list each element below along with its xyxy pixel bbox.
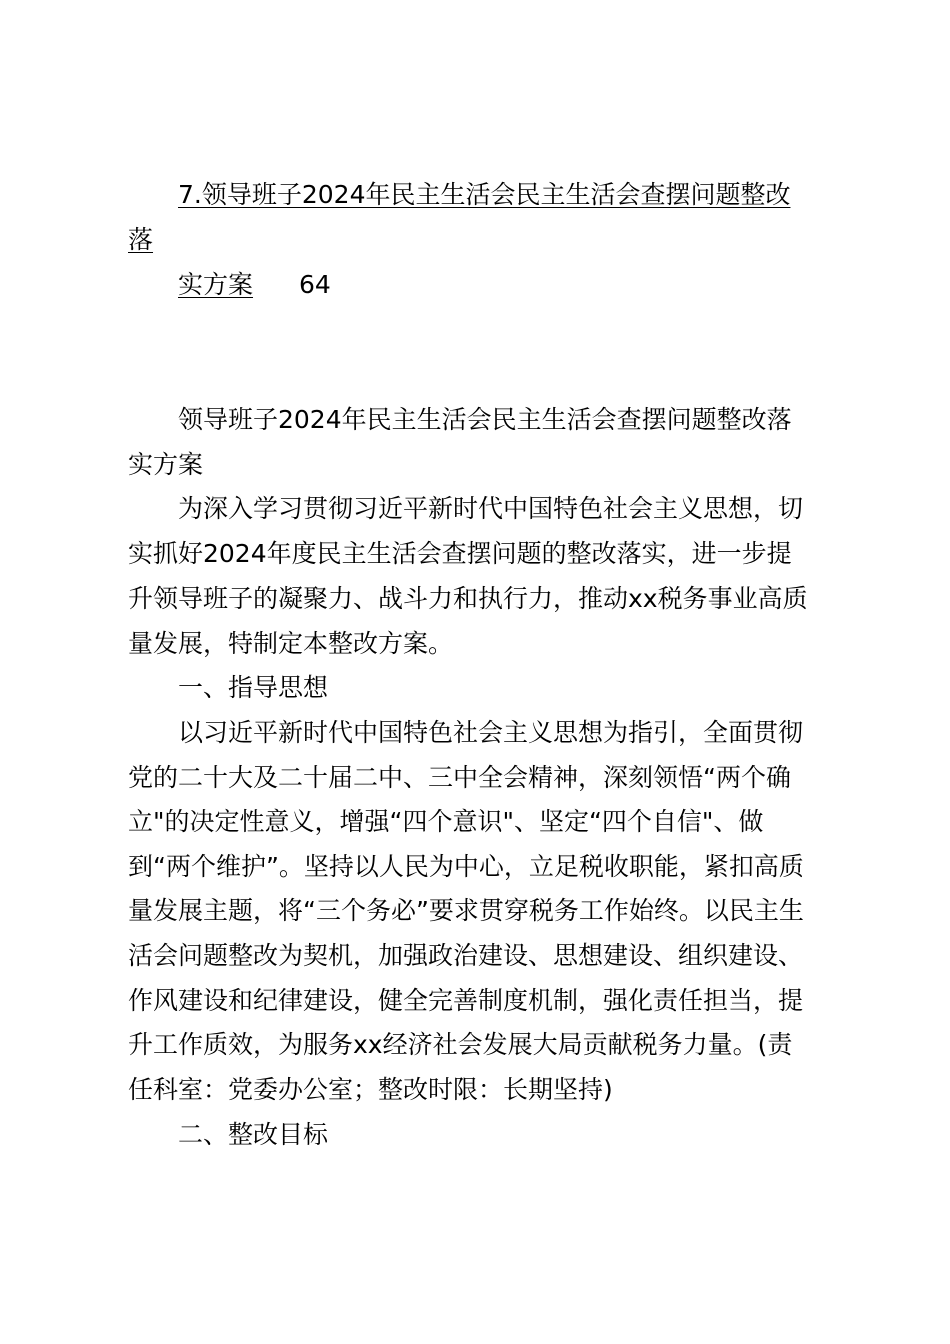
- toc-entry-link-line2[interactable]: 落: [128, 225, 154, 254]
- section1-paragraph-line: 立"的决定性意义，增强“四个意识"、坚定“四个自信"、做: [128, 807, 764, 836]
- section-heading-guiding-ideology: 一、指导思想: [178, 673, 329, 702]
- intro-paragraph-line: 量发展，特制定本整改方案。: [128, 629, 454, 658]
- section1-paragraph-line: 党的二十大及二十届二中、三中全会精神，深刻领悟“两个确: [128, 763, 791, 792]
- toc-entry-link-line3[interactable]: [178, 270, 331, 300]
- section1-paragraph-line: 到“两个维护”。坚持以人民为中心，立足税收职能，紧扣高质: [128, 852, 804, 881]
- section1-paragraph-line: 作风建设和纪律建设，健全完善制度机制，强化责任担当，提: [128, 986, 804, 1015]
- toc-entry-link-line1[interactable]: 7.领导班子2024年民主生活会民主生活会查摆问题整改: [178, 180, 791, 209]
- section1-paragraph-line: 活会问题整改为契机，加强政治建设、思想建设、组织建设、: [128, 941, 804, 970]
- section-heading-rectification-goals: 二、整改目标: [178, 1120, 329, 1149]
- section1-paragraph-line: 以习近平新时代中国特色社会主义思想为指引，全面贯彻: [178, 718, 804, 747]
- section1-paragraph-line: 升工作质效，为服务xx经济社会发展大局贡献税务力量。(责: [128, 1030, 793, 1059]
- intro-paragraph-line: 实抓好2024年度民主生活会查摆问题的整改落实，进一步提: [128, 539, 792, 568]
- section1-paragraph-line: 任科室：党委办公室；整改时限：长期坚持): [128, 1075, 613, 1104]
- intro-paragraph-line: 升领导班子的凝聚力、战斗力和执行力，推动xx税务事业高质: [128, 584, 808, 613]
- document-title-line2: 实方案: [128, 450, 204, 479]
- section1-paragraph-line: 量发展主题，将“三个务必”要求贯穿税务工作始终。以民主生: [128, 896, 804, 925]
- toc-entry-page-number[interactable]: 64: [299, 270, 331, 299]
- intro-paragraph-line: 为深入学习贯彻习近平新时代中国特色社会主义思想，切: [178, 494, 804, 523]
- toc-entry-title[interactable]: 实方案: [178, 270, 254, 299]
- document-title-line1: 领导班子2024年民主生活会民主生活会查摆问题整改落: [178, 405, 792, 434]
